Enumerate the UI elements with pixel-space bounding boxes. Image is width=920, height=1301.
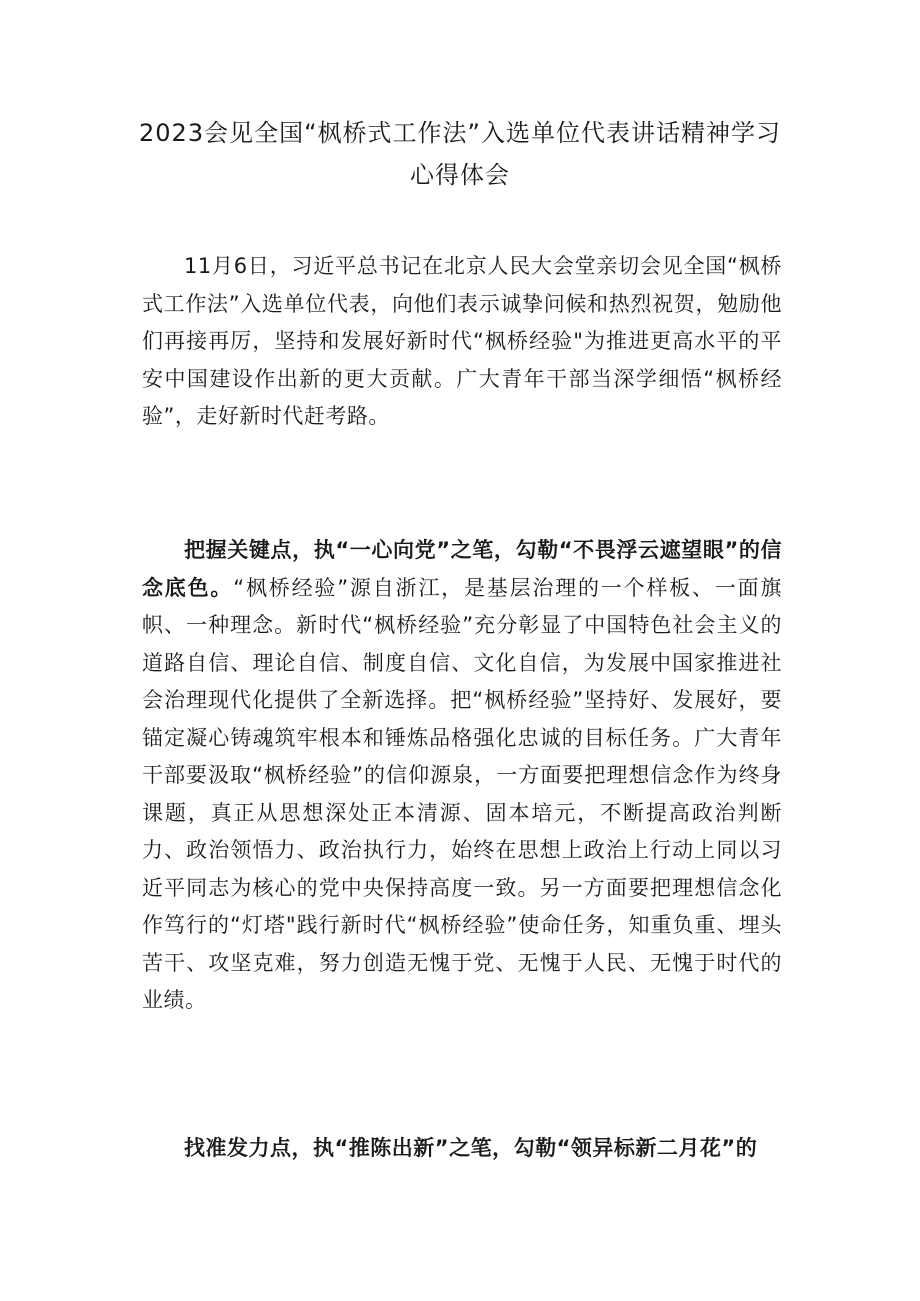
paragraph-2-lead: 把握关键点，执“一心向党”之笔，勾勒“不畏浮云遮望眼”的信念底色。 [142,538,782,600]
paragraph-2 [142,532,782,1020]
document-title: 2023会见全国“枫桥式工作法”入选单位代表讲话精神学习心得体会 [139,119,781,189]
paragraph-1 [142,248,782,436]
paragraph-3 [142,1130,782,1168]
paragraph-1-text: 11月6日，习近平总书记在北京人民大会堂亲切会见全国“枫桥式工作法”入选单位代表，向他们表示诚挚问候和热烈祝贺，勉励他们再接再厉，坚持和发展好新时代“枫桥经验"为推进更高水平的平安中国建设作出新的更大贡献。广大青年干部当深学细悟“枫桥经验”，走好新时代赶考路。 [142,254,782,428]
paragraph-2-text: “枫桥经验”源自浙江，是基层治理的一个样板、一面旗帜、一种理念。新时代“枫桥经验”充分彰显了中国特色社会主义的道路自信、理论自信、制度自信、文化自信，为发展中国家推进社会治理现代化提供了全新选择。把“枫桥经验”坚持好、发展好，要锚定凝心铸魂筑牢根本和锤炼品格强化忠诚的目标任务。广大青年干部要汲取“枫桥经验”的信仰源泉，一方面要把理想信念作为终身课题，真正从思想深处正本清源、固本培元，不断提高政治判断力、政治领悟力、政治执行力，始终在思想上政治上行动上同以习近平同志为核心的党中央保持高度一致。另一方面要把理想信念化作笃行的“灯塔"践行新时代“枫桥经验”使命任务，知重负重、埋头苦干、攻坚克难，努力创造无愧于党、无愧于人民、无愧于时代的业绩。 [142,575,782,1012]
paragraph-3-lead: 找准发力点，执“推陈出新”之笔，勾勒“领异标新二月花”的 [184,1136,758,1160]
